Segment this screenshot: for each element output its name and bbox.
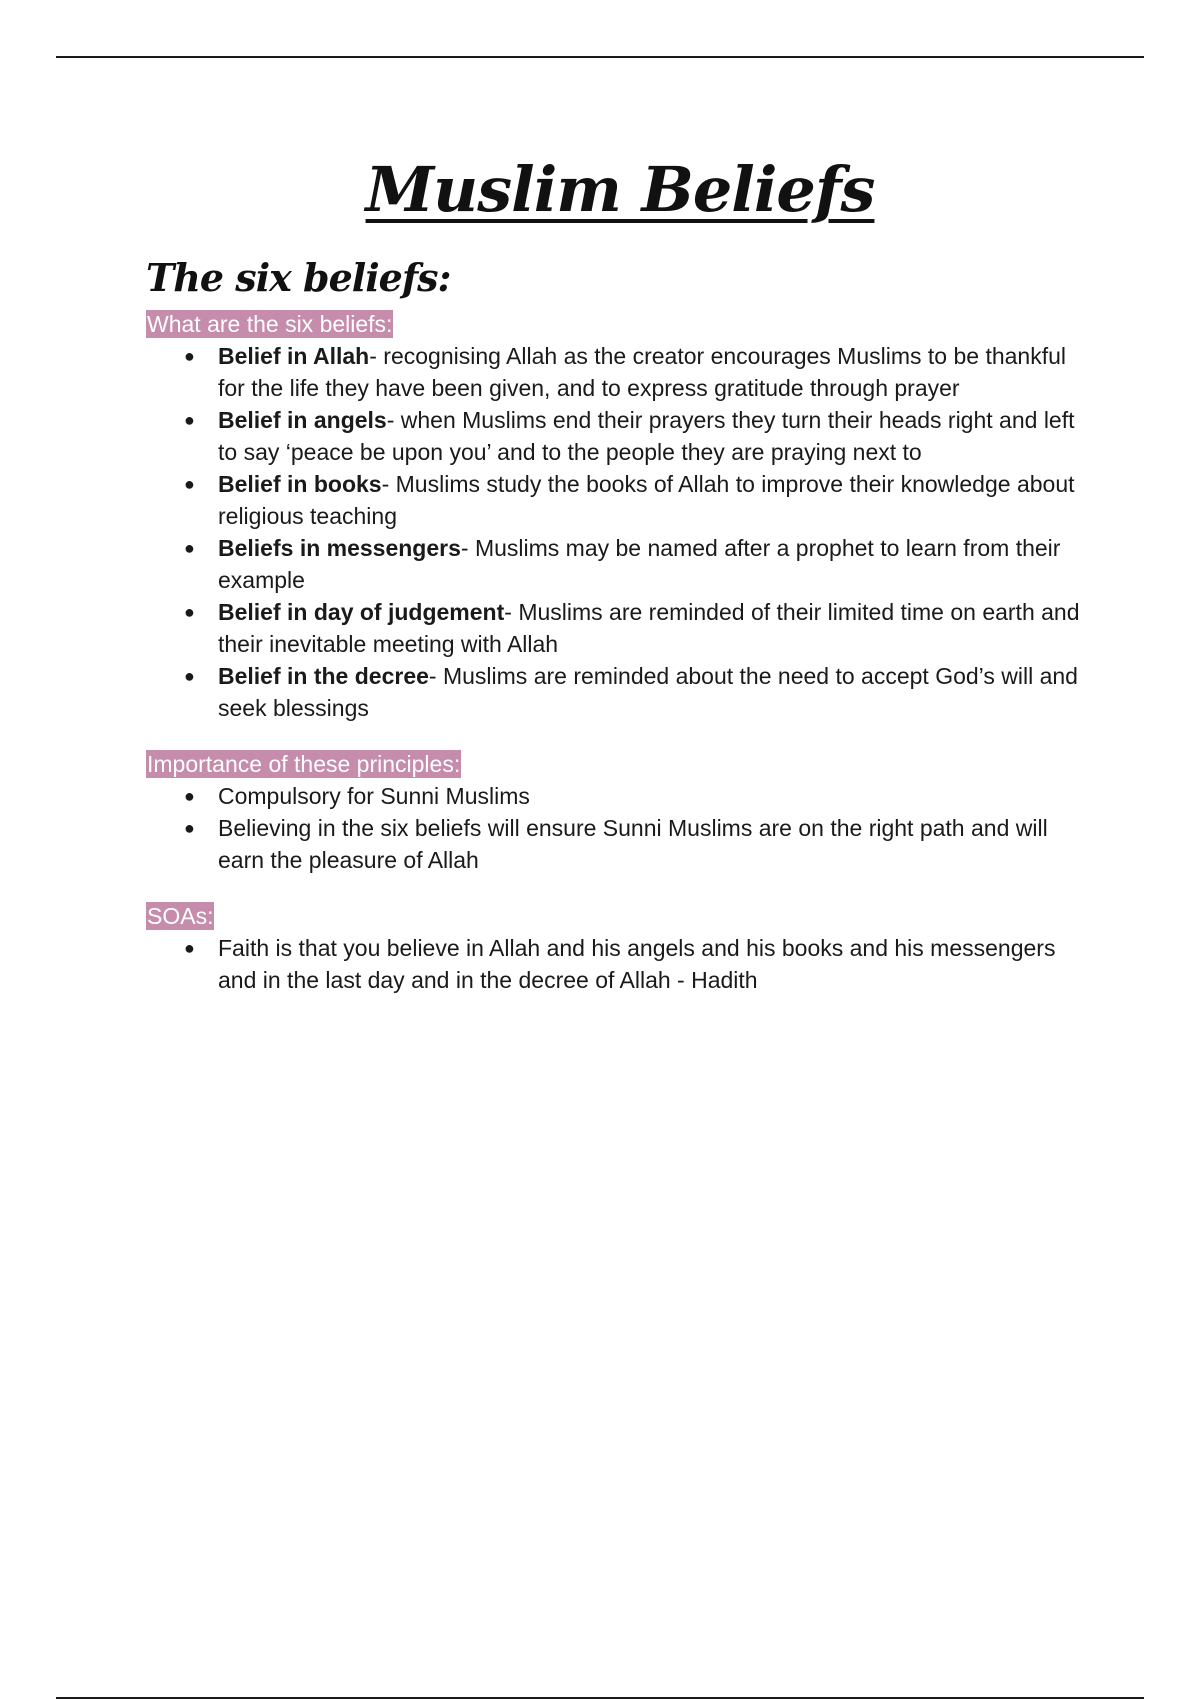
subtitle: The six beliefs: xyxy=(146,255,451,300)
bullet-icon: ● xyxy=(184,666,195,686)
item-text: Believing in the six beliefs will ensure Sunni Muslims are on the right path and will earn the pleasure of Allah xyxy=(218,815,1048,873)
section-label: SOAs: xyxy=(147,903,214,929)
bullet-icon: ● xyxy=(184,602,195,622)
list-item xyxy=(146,660,1086,724)
importance-list xyxy=(146,780,1086,876)
belief-text: - recognising Allah as the creator encourages Muslims to be thankful for the life they have been given, and to express gratitude through prayer xyxy=(218,343,1066,401)
belief-text: - Muslims are reminded about the need to accept God’s will and seek blessings xyxy=(218,663,1078,721)
belief-term: Belief in day of judgement xyxy=(218,599,505,625)
bullet-icon: ● xyxy=(184,474,195,494)
bullet-icon: ● xyxy=(184,410,195,430)
bullet-icon: ● xyxy=(184,818,195,838)
list-item xyxy=(146,340,1086,404)
belief-term: Belief in Allah xyxy=(218,343,370,369)
belief-text: - Muslims study the books of Allah to improve their knowledge about religious teaching xyxy=(218,471,1075,529)
list-item xyxy=(146,812,1086,876)
list-item xyxy=(146,468,1086,532)
bullet-icon: ● xyxy=(184,346,195,366)
section-label: What are the six beliefs: xyxy=(147,311,393,337)
list-item xyxy=(146,932,1086,996)
belief-term: Belief in the decree xyxy=(218,663,429,689)
belief-term: Belief in angels xyxy=(218,407,387,433)
section-six-beliefs xyxy=(146,310,1086,724)
top-rule xyxy=(56,56,1144,58)
section-label: Importance of these principles: xyxy=(147,751,461,777)
bullet-icon: ● xyxy=(184,538,195,558)
bullet-icon: ● xyxy=(184,786,195,806)
section-importance xyxy=(146,750,1086,876)
list-item xyxy=(146,532,1086,596)
soa-list xyxy=(146,932,1086,996)
page-title: Muslim Beliefs xyxy=(365,153,875,226)
bullet-icon: ● xyxy=(184,938,195,958)
belief-list xyxy=(146,340,1086,724)
bottom-rule xyxy=(56,1697,1144,1699)
belief-text: - Muslims may be named after a prophet to learn from their example xyxy=(218,535,1061,593)
list-item xyxy=(146,596,1086,660)
list-item xyxy=(146,404,1086,468)
belief-text: - Muslims are reminded of their limited time on earth and their inevitable meeting with Allah xyxy=(218,599,1080,657)
document-body xyxy=(146,250,1086,996)
section-soas xyxy=(146,902,1086,996)
belief-text: - when Muslims end their prayers they turn their heads right and left to say ‘peace be upon you’ and to the people they are praying next to xyxy=(218,407,1075,465)
belief-term: Beliefs in messengers xyxy=(218,535,461,561)
item-text: Faith is that you believe in Allah and his angels and his books and his messengers and in the last day and in the decree of Allah - Hadith xyxy=(218,935,1056,993)
belief-term: Belief in books xyxy=(218,471,382,497)
item-text: Compulsory for Sunni Muslims xyxy=(218,783,530,809)
list-item xyxy=(146,780,1086,812)
